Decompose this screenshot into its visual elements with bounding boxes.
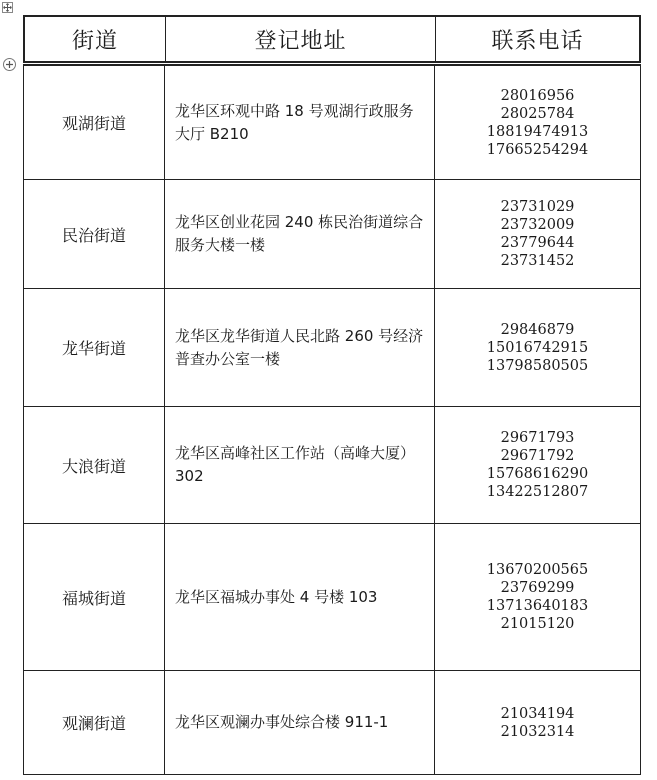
phone-number: 29671792	[500, 448, 575, 464]
phone-number: 29671793	[500, 430, 575, 446]
phone-number: 21034194	[500, 705, 575, 722]
phone-number: 23731452	[500, 253, 575, 269]
table-row	[24, 524, 640, 671]
address-cell: 龙华区福城办事处 4 号楼 103	[164, 524, 434, 670]
phone-number: 23769299	[500, 580, 575, 596]
table-row	[24, 671, 640, 774]
address-cell: 龙华区龙华街道人民北路 260 号经济普查办公室一楼	[164, 289, 434, 406]
table-move-handle-icon[interactable]	[2, 2, 13, 13]
phone-cell	[434, 524, 640, 670]
address-cell: 龙华区创业花园 240 栋民治街道综合服务大楼一楼	[164, 180, 434, 288]
phone-number: 21015120	[500, 616, 575, 632]
phone-number: 13713640183	[486, 598, 589, 614]
phone-number: 28016956	[500, 87, 575, 104]
phone-cell	[434, 407, 640, 523]
phone-number: 21032314	[500, 723, 575, 740]
phone-cell	[434, 180, 640, 288]
table-header	[23, 15, 641, 63]
phone-number: 28025784	[500, 105, 575, 122]
phone-number: 13422512807	[486, 484, 589, 500]
table-row	[24, 66, 640, 180]
insert-row-plus-icon[interactable]	[3, 58, 16, 71]
street-cell: 民治街道	[61, 225, 126, 245]
phone-number: 23731029	[500, 199, 575, 215]
phone-number: 23779644	[500, 235, 575, 251]
header-phone: 联系电话	[435, 17, 639, 61]
address-cell: 龙华区观澜办事处综合楼 911-1	[164, 671, 434, 774]
phone-number: 29846879	[500, 321, 575, 338]
table-row	[24, 180, 640, 289]
street-cell: 福城街道	[61, 588, 126, 608]
phone-number: 15768616290	[486, 466, 589, 482]
header-street: 街道	[71, 28, 118, 54]
table-row	[24, 289, 640, 407]
phone-number: 18819474913	[486, 123, 589, 140]
header-address: 登记地址	[165, 17, 435, 61]
phone-number: 23732009	[500, 217, 575, 233]
phone-number: 13670200565	[486, 562, 589, 578]
phone-number: 13798580505	[486, 357, 589, 374]
phone-number: 15016742915	[486, 339, 589, 356]
phone-cell	[434, 289, 640, 406]
street-cell: 观湖街道	[61, 114, 126, 133]
street-cell: 大浪街道	[61, 456, 126, 476]
phone-cell	[434, 671, 640, 774]
street-cell: 观澜街道	[61, 714, 126, 733]
phone-number: 17665254294	[486, 141, 589, 158]
phone-cell	[434, 66, 640, 179]
table-row	[24, 407, 640, 524]
address-cell: 龙华区高峰社区工作站（高峰大厦）302	[164, 407, 434, 523]
registration-table	[23, 64, 641, 775]
address-cell: 龙华区环观中路 18 号观湖行政服务大厅 B210	[164, 66, 434, 179]
street-cell: 龙华街道	[61, 339, 126, 358]
